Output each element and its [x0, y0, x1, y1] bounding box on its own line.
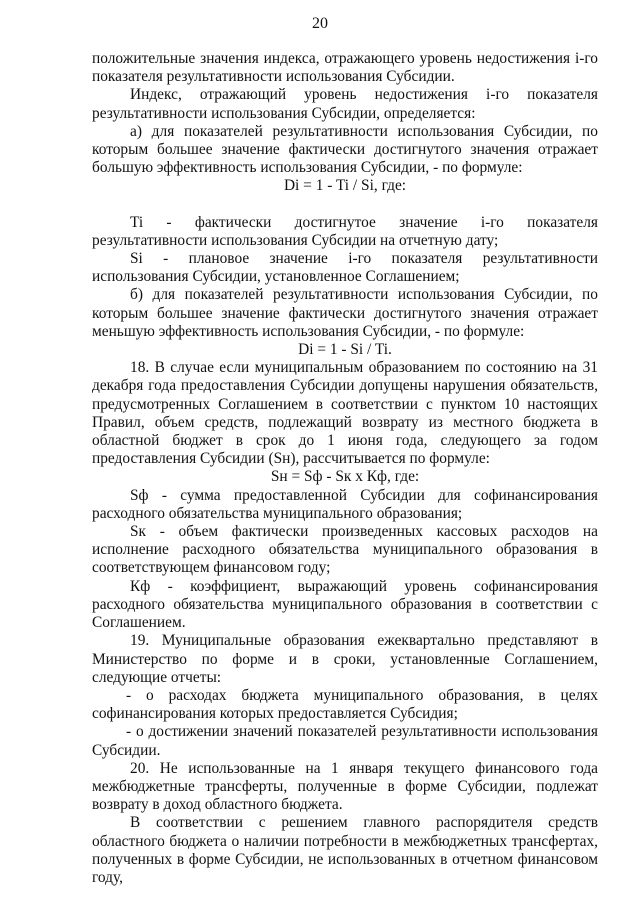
paragraph-item-b: б) для показателей результативности использования Субсидии, по которым большее значение фактически достигнутого значения отражает меньшую эффективность использования Субсидии, - по формуле: [92, 286, 598, 340]
paragraph-si-definition: Si - плановое значение i-го показателя результативности использования Субсидии, установленное Соглашением; [92, 250, 598, 286]
paragraph-continuation: положительные значения индекса, отражающего уровень недостижения i-го показателя результативности использования Субсидии. [92, 50, 598, 86]
document-text [92, 50, 598, 887]
paragraph-sf-definition: Sф - сумма предоставленной Субсидии для софинансирования расходного обязательства муниципального образования; [92, 486, 598, 522]
paragraph-decision: В соответствии с решением главного распорядителя средств областного бюджета о наличии потребности в межбюджетных трансфертах, полученных в форме Субсидии, не использованных в отчетном финансовом году, [92, 814, 598, 886]
paragraph-18: 18. В случае если муниципальным образованием по состоянию на 31 декабря года предоставления Субсидии допущены нарушения обязательств, предусмотренных Соглашением в соответствии с пунктом 10 настоящих Правил, объем средств, подлежащий возврату из местного бюджета в областной бюджет в срок до 1 июня года, следующего за годом предоставления Субсидии (Sн), рассчитывается по формуле: [92, 359, 598, 468]
paragraph-20: 20. Не использованные на 1 января текущего финансового года межбюджетные трансферты, полученные в форме Субсидии, подлежат возврату в доход областного бюджета. [92, 759, 598, 814]
formula-di-b: Di = 1 - Si / Ti. [298, 341, 392, 359]
formula-di-a: Di = 1 - Ti / Si, где: [283, 177, 407, 195]
paragraph-sk-definition: Sк - объем фактически произведенных кассовых расходов на исполнение расходного обязательства муниципального образования в соответствующем финансовом году; [92, 523, 598, 577]
list-item-results-report: - о достижении значений показателей результативности использования Субсидии. [92, 723, 598, 759]
paragraph-index-definition: Индекс, отражающий уровень недостижения i-го показателя результативности использования Субсидии, определяется: [92, 86, 598, 122]
paragraph-kf-definition: Кф - коэффициент, выражающий уровень софинансирования расходного обязательства муниципального образования в соответствии с Соглашением. [92, 577, 598, 632]
paragraph-19: 19. Муниципальные образования ежеквартально представляют в Министерство по форме и в сроки, установленные Соглашением, следующие отчеты: [92, 632, 598, 686]
page-number: 20 [312, 15, 328, 32]
paragraph-item-a: а) для показателей результативности использования Субсидии, по которым большее значение фактически достигнутого значения отражает большую эффективность использования Субсидии, - по формуле: [92, 122, 598, 177]
paragraph-ti-definition: Ti - фактически достигнутое значение i-го показателя результативности использования Субсидии на отчетную дату; [92, 213, 598, 249]
formula-sn: Sн = Sф - Sк x Кф, где: [270, 468, 420, 486]
list-item-expenses-report: - о расходах бюджета муниципального образования, в целях софинансирования которых предоставляется Субсидия; [92, 686, 598, 723]
